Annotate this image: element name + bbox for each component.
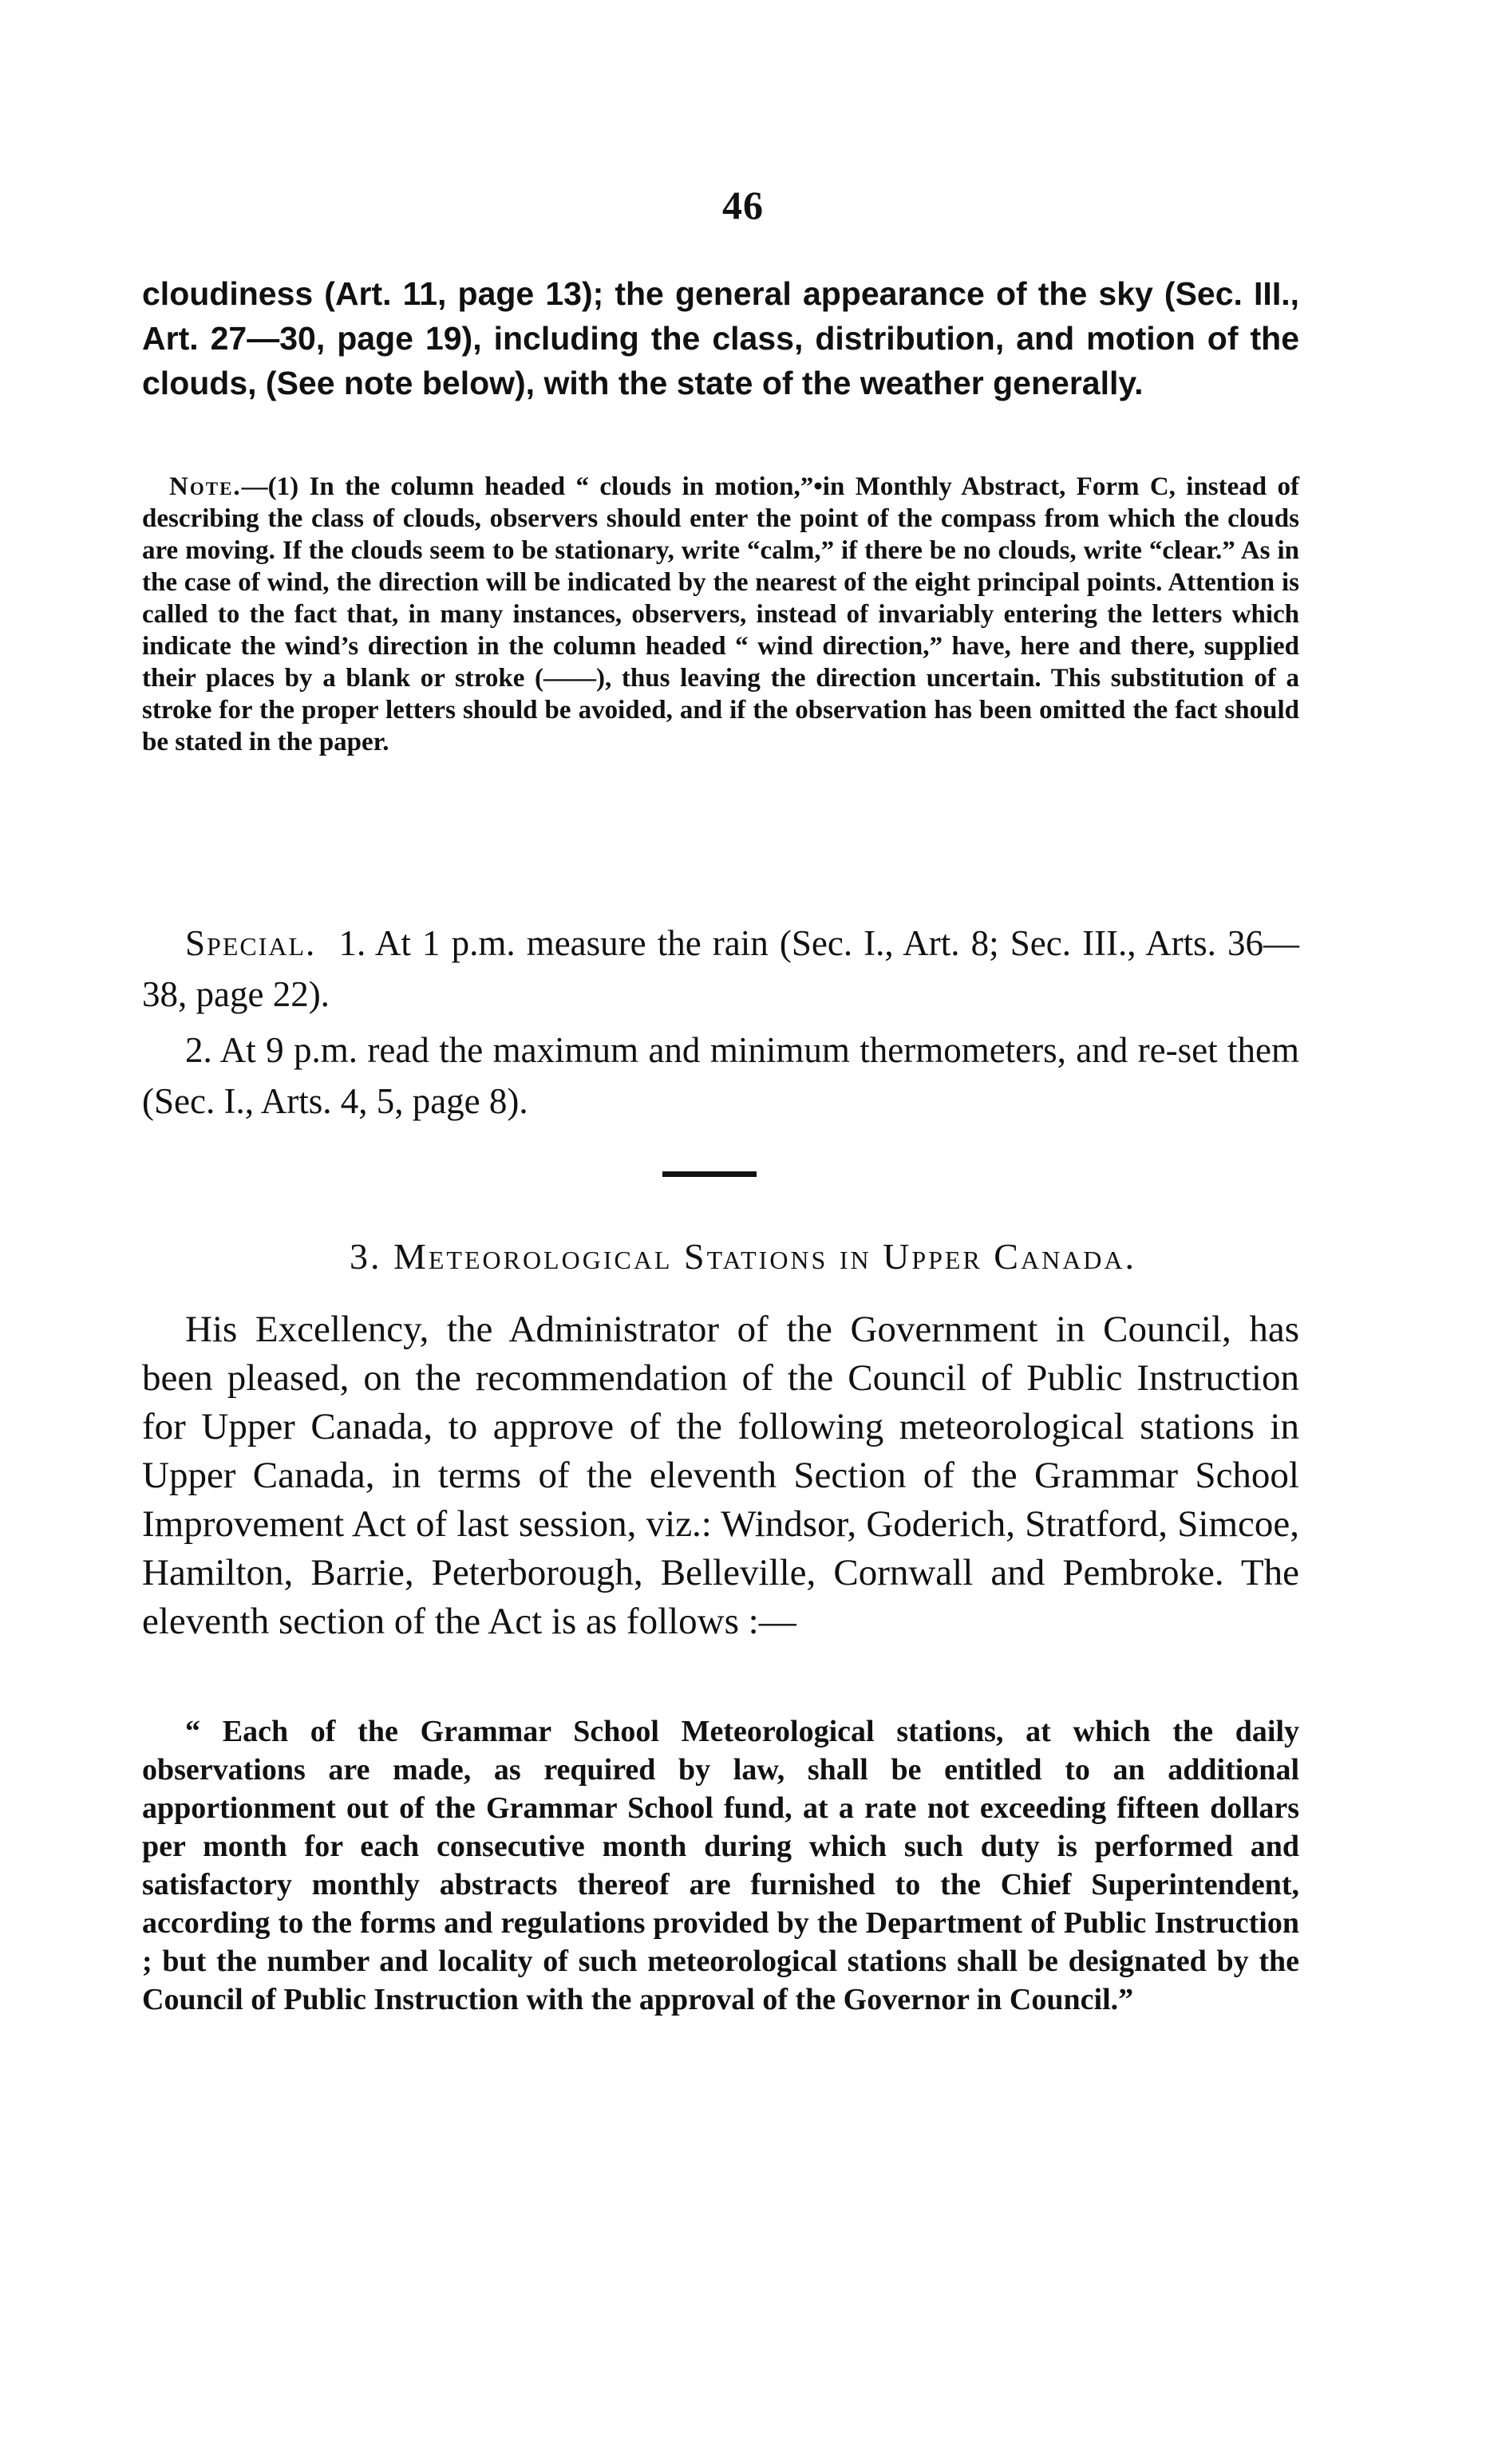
special-item-1 (142, 918, 1299, 1020)
special-item-1-text: 1. At 1 p.m. measure the rain (Sec. I., Art. 8; Sec. III., Arts. 36—38, page 22). (142, 923, 1299, 1014)
note-label: Note. (169, 472, 242, 501)
special-block (142, 918, 1299, 1127)
section-divider (662, 1171, 757, 1177)
note-paragraph (142, 471, 1299, 758)
special-label: Special. (185, 923, 317, 963)
special-item-2: 2. At 9 p.m. read the maximum and minimum thermometers, and re-set them (Sec. I., Arts. 4, 5, page 8). (142, 1030, 1299, 1121)
section-body (142, 1305, 1299, 1646)
page-number: 46 (722, 183, 764, 227)
section-heading: 3. Meteorological Stations in Upper Canada. (349, 1236, 1137, 1277)
section-paragraph: His Excellency, the Administrator of the Government in Council, has been pleased, on the recommendation of the Council of Public Instruction for Upper Canada, to approve of the following meteorological stations in Upper Canada, in terms of the eleventh Section of the Grammar School Improvement Act of last session, viz.: Windsor, Goderich, Stratford, Simcoe, Hamilton, Barrie, Peterborough, Belleville, Cornwall and Pembroke. The eleventh section of the Act is as follows :— (142, 1309, 1299, 1642)
note-block (142, 471, 1299, 758)
intro-block (142, 271, 1299, 405)
quote-block (142, 1712, 1299, 2019)
quoted-act-section: “ Each of the Grammar School Meteorological stations, at which the daily observations are made, as required by law, shall be entitled to an additional apportionment out of the Grammar School fund, at a rate not exceeding fifteen dollars per month for each consecutive month during which such duty is performed and satisfactory monthly abstracts thereof are furnished to the Chief Superintendent, according to the forms and regulations provided by the Department of Public Instruction ; but the number and locality of such meteorological stations shall be designated by the Council of Public Instruction with the approval of the Governor in Council.” (142, 1715, 1299, 2016)
intro-paragraph: cloudiness (Art. 11, page 13); the general appearance of the sky (Sec. III., Art. 27—30, page 19), including the class, distribution, and motion of the clouds, (See note below), with the state of the weather generally. (142, 275, 1299, 401)
note-text: —(1) In the column headed “ clouds in motion,”•in Monthly Abstract, Form C, instead of describing the class of clouds, observers should enter the point of the compass from which the clouds are moving. If the clouds seem to be stationary, write “calm,” if there be no clouds, write “clear.” As in the case of wind, the direction will be indicated by the nearest of the eight principal points. Attention is called to the fact that, in many instances, observers, instead of invariably entering the letters which indicate the wind’s direction in the column headed “ wind direction,” have, here and there, supplied their places by a blank or stroke (——), thus leaving the direction uncertain. This substitution of a stroke for the proper letters should be avoided, and if the observation has been omitted the fact should be stated in the paper. (142, 472, 1299, 756)
